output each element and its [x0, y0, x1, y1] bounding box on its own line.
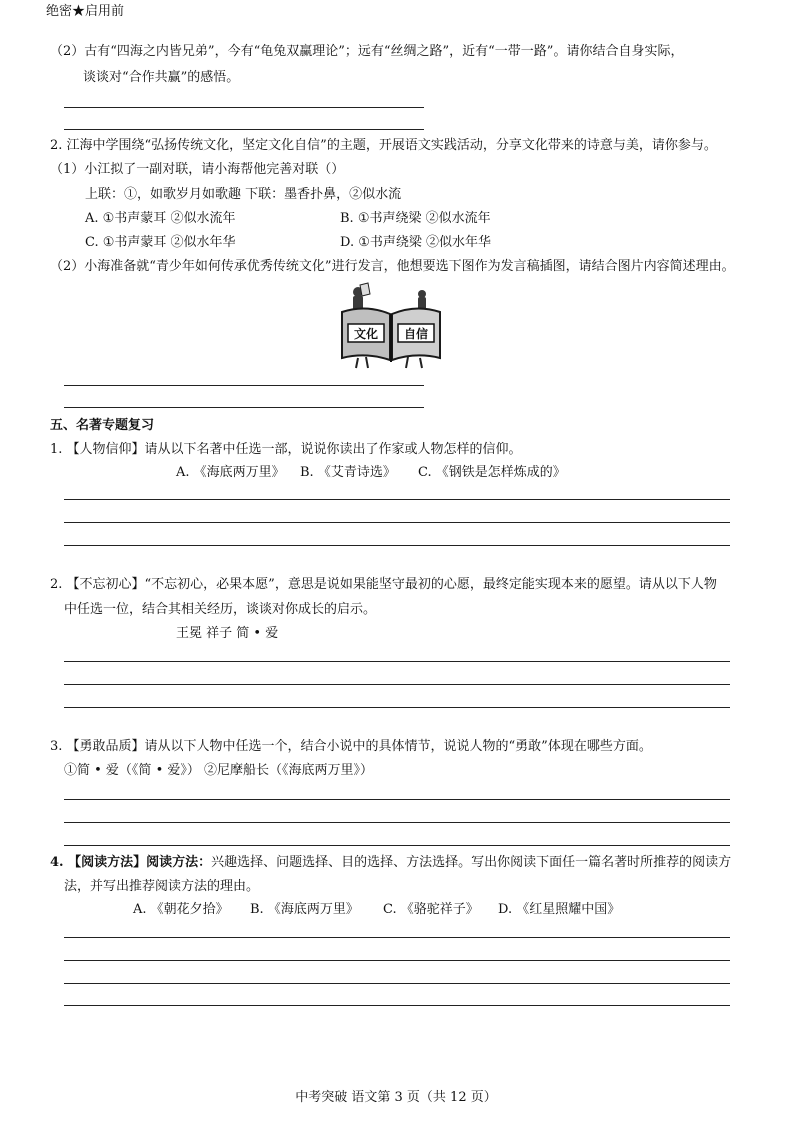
couplet-text: 上联：①，如歌岁月如歌趣 下联：墨香扑鼻，②似水流	[85, 187, 402, 202]
question-body: 兴趣选择、问题选择、目的选择、方法选择。写出你阅读下面任一篇名著时所推荐的阅读方	[211, 855, 732, 870]
answer-line[interactable]	[64, 499, 730, 500]
option-a: A. 《海底两万里》	[176, 465, 285, 480]
question-text	[50, 855, 731, 871]
answer-line[interactable]	[64, 707, 730, 708]
answer-line[interactable]	[64, 129, 424, 130]
option-d: D. ①书声绕梁 ②似水年华	[340, 235, 492, 250]
answer-line[interactable]	[64, 799, 730, 800]
section-title: 五、名著专题复习	[50, 418, 155, 433]
answer-line[interactable]	[64, 822, 730, 823]
character-names: 王冕 祥子 简 • 爱	[176, 626, 279, 641]
answer-line[interactable]	[64, 937, 730, 938]
image-word-left: 文化	[353, 327, 379, 341]
question-text: 3. 【勇敢品质】请从以下人物中任选一个，结合小说中的具体情节，说说人物的“勇敢”体现在哪些方面。	[50, 739, 652, 754]
answer-line[interactable]	[64, 983, 730, 984]
answer-line[interactable]	[64, 1005, 730, 1006]
option-b: B. 《艾青诗选》	[300, 465, 396, 480]
question-text: （1）小江拟了一副对联，请小海帮他完善对联（）	[50, 162, 345, 177]
question-text: 2. 江海中学围绕“弘扬传统文化，坚定文化自信”的主题，开展语文实践活动，分享文化带来的诗意与美，请你参与。	[50, 138, 717, 153]
answer-line[interactable]	[64, 684, 730, 685]
secret-header: 绝密★启用前	[46, 4, 125, 19]
question-text: 谈谈对“合作共赢”的感悟。	[83, 70, 240, 85]
culture-book-illustration	[338, 282, 444, 370]
image-word-right: 自信	[403, 327, 429, 341]
option-c: C. 《钢铁是怎样炼成的》	[418, 465, 566, 480]
character-options: ①简 • 爱（《简 • 爱》） ②尼摩船长（《海底两万里》）	[64, 763, 373, 778]
question-text: 中任选一位，结合其相关经历，谈谈对你成长的启示。	[64, 602, 377, 617]
question-text: 法，并写出推荐阅读方法的理由。	[64, 879, 260, 894]
option-d: D. 《红星照耀中国》	[498, 902, 621, 917]
option-b: B. 《海底两万里》	[250, 902, 359, 917]
page-footer: 中考突破 语文第 3 页（共 12 页）	[295, 1090, 497, 1105]
option-c: C. ①书声蒙耳 ②似水年华	[85, 235, 236, 250]
answer-line[interactable]	[64, 661, 730, 662]
option-b: B. ①书声绕梁 ②似水流年	[340, 211, 491, 226]
question-text: 1. 【人物信仰】请从以下名著中任选一部，说说你读出了作家或人物怎样的信仰。	[50, 442, 522, 457]
answer-line[interactable]	[64, 960, 730, 961]
question-text: （2）小海准备就“青少年如何传承优秀传统文化”进行发言，他想要选下图作为发言稿插图，请结合图片内容简述理由。	[50, 259, 735, 274]
answer-line[interactable]	[64, 385, 424, 386]
option-c: C. 《骆驼祥子》	[383, 902, 479, 917]
option-a: A. 《朝花夕拾》	[133, 902, 229, 917]
option-a: A. ①书声蒙耳 ②似水流年	[85, 211, 236, 226]
answer-line[interactable]	[64, 545, 730, 546]
answer-line[interactable]	[64, 845, 730, 846]
question-label: 4. 【阅读方法】阅读方法：	[50, 855, 212, 870]
question-text: （2）古有“四海之内皆兄弟”，今有“龟兔双赢理论”；远有“丝绸之路”，近有“一带一路”。请你结合自身实际，	[50, 44, 684, 59]
question-text: 2. 【不忘初心】“不忘初心，必果本愿”，意思是说如果能坚守最初的心愿，最终定能实现本来的愿望。请从以下人物	[50, 577, 717, 592]
answer-line[interactable]	[64, 522, 730, 523]
answer-line[interactable]	[64, 407, 424, 408]
answer-line[interactable]	[64, 107, 424, 108]
